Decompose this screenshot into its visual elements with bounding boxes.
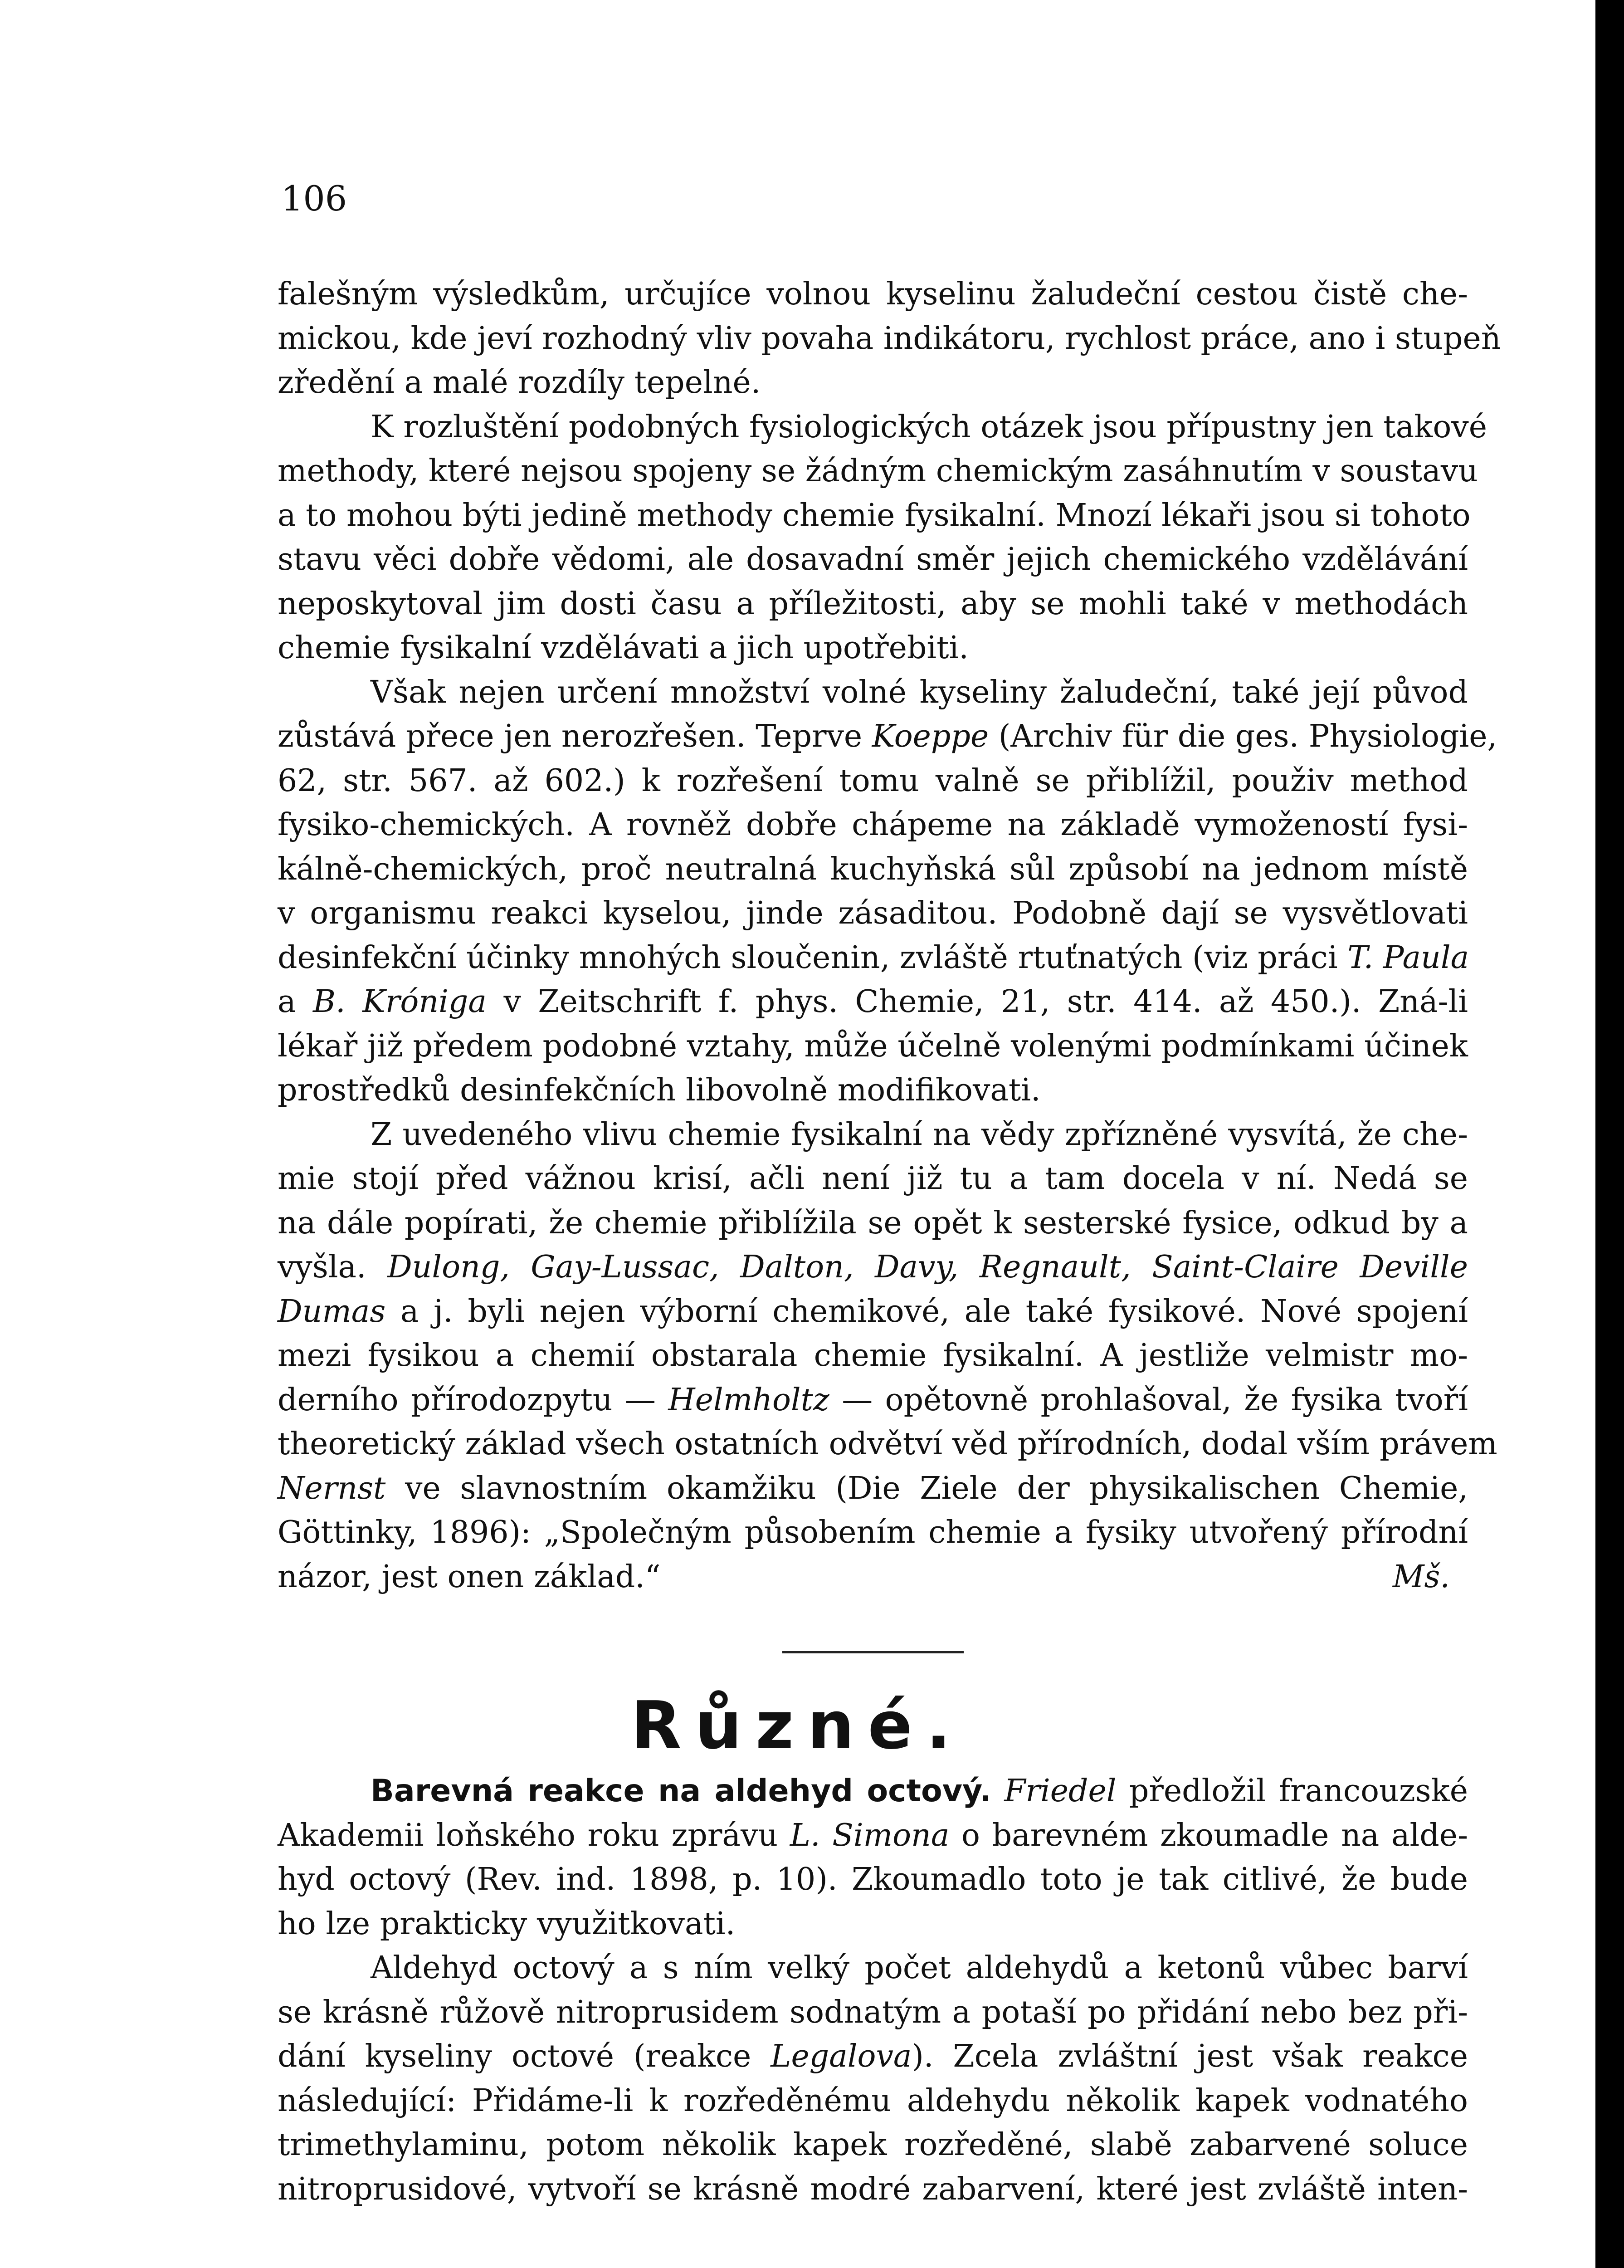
section-divider <box>782 1651 964 1653</box>
author-name: L. Simona <box>790 1817 950 1853</box>
article-body <box>278 272 1501 1599</box>
article-heading: Barevná reakce na aldehyd octový. <box>371 1773 991 1809</box>
text-line: zředění a malé rozdíly tepelné. <box>278 365 761 401</box>
text-line: Aldehyd octový a s ním velký počet aldehydů a ketonů vůbec barví <box>371 1950 1468 1986</box>
text-line: Z uvedeného vlivu chemie fysikalní na vědy zpřízněné vysvítá, že che- <box>371 1116 1468 1153</box>
text-line: trimethylaminu, potom několik kapek rozředěné, slabě zabarvené soluce <box>278 2127 1468 2163</box>
text-line: lékař již předem podobné vztahy, může účelně volenými podmínkami účinek <box>278 1028 1468 1064</box>
text-line: kálně-chemických, proč neutralná kuchyňská sůl způsobí na jednom místě <box>278 851 1468 887</box>
text-line: ho lze prakticky využitkovati. <box>278 1906 736 1942</box>
text-line: následující: Přidáme-li k rozředěnému aldehydu několik kapek vodnatého <box>278 2082 1468 2119</box>
page-number: 106 <box>281 178 347 219</box>
text-line: prostředků desinfekčních libovolně modifikovati. <box>278 1072 1041 1108</box>
section-title: Různé. <box>631 1687 965 1764</box>
text-line: dání kyseliny octové (reakce Legalova). Zcela zvláštní jest však reakce <box>278 2038 1468 2074</box>
author-name: Koeppe <box>872 719 989 754</box>
text-line: Dumas a j. byli nejen výborní chemikové, ale také fysikové. Nové spojení <box>278 1293 1468 1330</box>
text-line: falešným výsledkům, určujíce volnou kyselinu žaludeční cestou čistě che- <box>278 276 1468 312</box>
text-line: chemie fysikalní vzdělávati a jich upotřebiti. <box>278 630 969 666</box>
author-name: Helmholtz <box>668 1382 829 1418</box>
text-line: mickou, kde jeví rozhodný vliv povaha indikátoru, rychlost práce, ano i stupeň <box>278 320 1501 357</box>
text-line: nitroprusidové, vytvoří se krásně modré zabarvení, které jest zvláště inten- <box>278 2171 1468 2207</box>
text-line: Göttinky, 1896): „Společným působením chemie a fysiky utvořený přírodní <box>278 1515 1468 1550</box>
text-line: se krásně růžově nitroprusidem sodnatým a potaší po přidání nebo bez při- <box>278 1994 1468 2030</box>
text-line: desinfekční účinky mnohých sloučenin, zvláště rtuťnatých (viz práci T. Paula <box>278 939 1469 976</box>
text-line: 62, str. 567. až 602.) k rozřešení tomu valně se přiblížil, použiv method <box>278 763 1468 799</box>
author-name: B. Króniga <box>313 984 487 1020</box>
text-line: zůstává přece jen nerozřešen. Teprve Koeppe (Archiv für die ges. Physiologie, <box>278 719 1497 754</box>
text-line: Však nejen určení množství volné kyseliny žaludeční, také její původ <box>371 674 1468 710</box>
author-name: Nernst <box>278 1470 386 1506</box>
text-line: hyd octový (Rev. ind. 1898, p. 10). Zkoumadlo toto je tak citlivé, že bude <box>278 1862 1468 1897</box>
text-line: Barevná reakce na aldehyd octový. Friedel předložil francouzské <box>371 1773 1468 1809</box>
text-line: K rozluštění podobných fysiologických otázek jsou přípustny jen takové <box>371 409 1487 445</box>
text-line: mezi fysikou a chemií obstarala chemie fysikalní. A jestliže velmistr mo- <box>278 1338 1468 1374</box>
author-signature: Mš. <box>1392 1559 1450 1595</box>
closing-line: názor, jest onen základ.“ Mš. <box>278 1555 1468 1599</box>
text-line: na dále popírati, že chemie přiblížila se opět k sesterské fysice, odkud by a <box>278 1205 1468 1241</box>
text-line: methody, které nejsou spojeny se žádným chemickým zasáhnutím v soustavu <box>278 453 1478 489</box>
text-line: mie stojí před vážnou krisí, ačli není již tu a tam docela v ní. Nedá se <box>278 1161 1468 1197</box>
author-name: T. Paula <box>1347 939 1469 976</box>
text-line: a B. Króniga v Zeitschrift f. phys. Chemie, 21, str. 414. až 450.). Zná-li <box>278 984 1468 1020</box>
text-line: Nernst ve slavnostním okamžiku (Die Ziele der physikalischen Chemie, <box>278 1470 1468 1506</box>
author-name: Dumas <box>278 1293 386 1330</box>
author-names: Dulong, Gay-Lussac, Dalton, Davy, Regnault, Saint-Claire Deville <box>387 1249 1468 1285</box>
text-line: a to mohou býti jedině methody chemie fysikalní. Mnozí lékaři jsou si tohoto <box>278 497 1471 533</box>
text-line: vyšla. Dulong, Gay-Lussac, Dalton, Davy, Regnault, Saint-Claire Deville <box>278 1249 1468 1285</box>
text-line: fysiko-chemických. A rovněž dobře chápeme na základě vymožeností fysi- <box>278 807 1468 843</box>
author-name: Friedel <box>1004 1773 1117 1809</box>
text-line: stavu věci dobře vědomi, ale dosavadní směr jejich chemického vzdělávání <box>278 542 1468 577</box>
scan-edge <box>1595 0 1624 2268</box>
section-body <box>278 1769 1468 2211</box>
text-line: Akademii loňského roku zprávu L. Simona o barevném zkoumadle na alde- <box>278 1817 1468 1853</box>
text-line: neposkytoval jim dosti času a příležitosti, aby se mohli také v methodách <box>278 586 1468 622</box>
text-line: derního přírodozpytu — Helmholtz — opětovně prohlašoval, že fysika tvoří <box>278 1382 1468 1418</box>
text-line: theoretický základ všech ostatních odvětví věd přírodních, dodal vším právem <box>278 1426 1497 1462</box>
author-name: Legalova <box>771 2038 912 2074</box>
text-line: v organismu reakci kyselou, jinde zásaditou. Podobně dají se vysvětlovati <box>278 895 1468 931</box>
